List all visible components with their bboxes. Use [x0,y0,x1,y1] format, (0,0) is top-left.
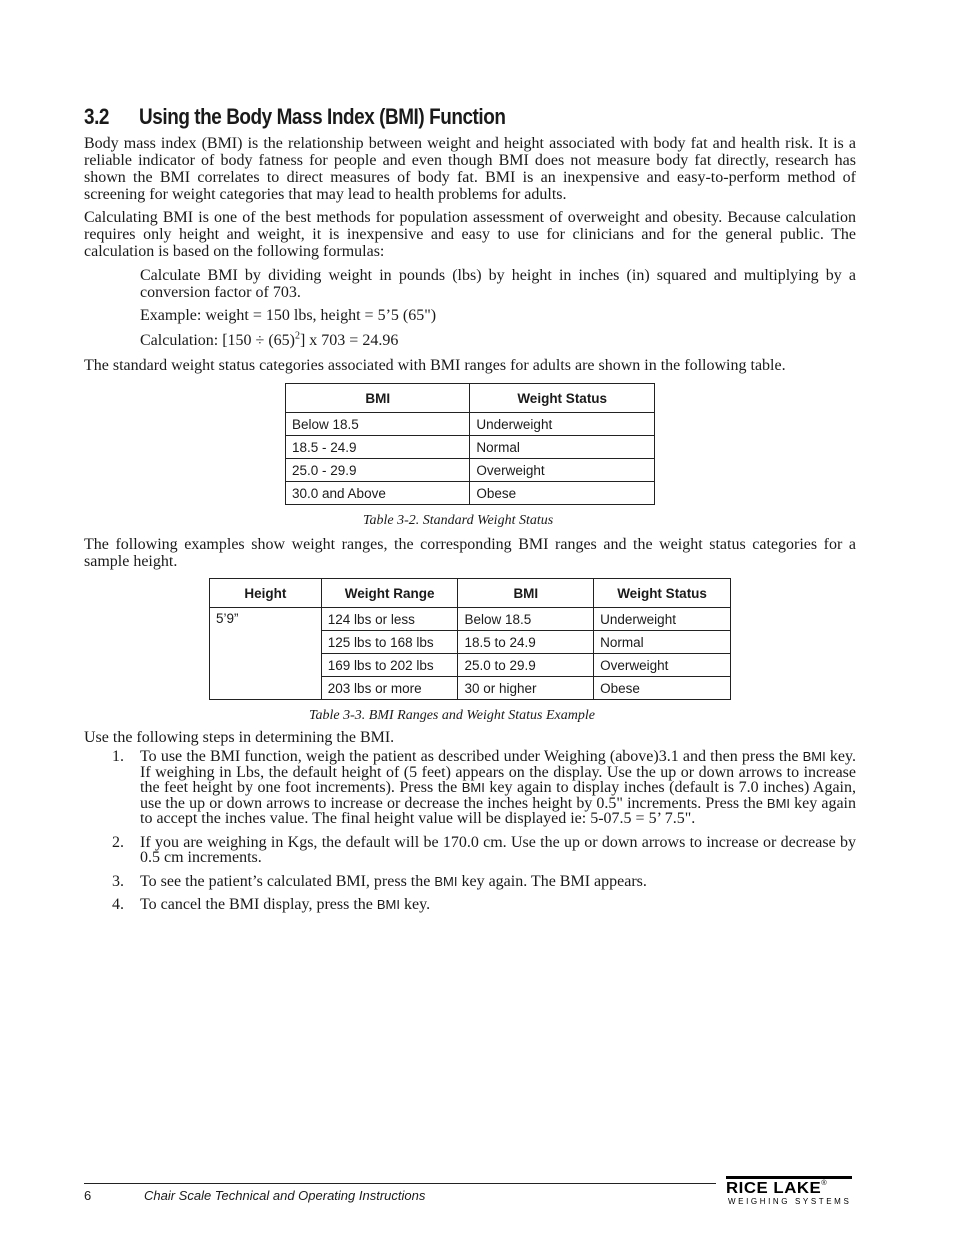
table-cell: Below 18.5 [286,413,470,436]
table-cell: Normal [470,436,655,459]
height-cell: 5’9” [210,608,322,700]
logo-name: RICE LAKE [726,1180,822,1197]
table-cell: 30.0 and Above [286,482,470,505]
table-cell: Underweight [470,413,655,436]
list-item [84,897,856,913]
step-text: key again. The BMI appears. [457,872,647,890]
step-text: key. If weighing in Lbs, the default height of (5 feet) appears on the display. Use the up or down arrows to increase the feet height by one foot increments). Press the [140,748,856,796]
step-text: key again to accept the inches value. The final height value will be displayed ie: 5-07.5 = 5’ 7.5". [140,794,856,827]
section-number: 3.2 [84,104,110,129]
step-text: To see the patient’s calculated BMI, press the [140,872,435,890]
step-text: To cancel the BMI display, press the [140,896,377,913]
table-caption: Table 3-2. Standard Weight Status [363,513,554,528]
step-text: key. [400,896,431,913]
calculation-exponent: 2 [294,330,300,342]
document-title: Chair Scale Technical and Operating Instructions [144,1188,426,1203]
logo-wordmark [726,1180,827,1198]
table-cell: 124 lbs or less [321,608,458,631]
table-cell: 25.0 to 29.9 [458,654,594,677]
table-cell: 203 lbs or more [321,677,458,700]
logo-tagline: WEIGHING SYSTEMS [728,1197,852,1206]
footer-divider [84,1183,716,1184]
standard-weight-status-table [285,383,655,505]
table-cell: 18.5 to 24.9 [458,631,594,654]
bmi-key-label: BMI [434,873,458,889]
table-row [286,413,655,436]
bmi-key-label: BMI [802,749,826,764]
list-item [84,835,856,866]
step-number: 1. [112,748,124,765]
page-number: 6 [84,1188,92,1203]
table-row [210,608,731,631]
table-cell: 18.5 - 24.9 [286,436,470,459]
table-cell: Overweight [470,459,655,482]
list-item [84,874,856,890]
table-header-row [210,579,731,608]
calculation-post: ] x 703 = 24.96 [299,332,399,349]
table-cell: Obese [594,677,731,700]
table-cell: 25.0 - 29.9 [286,459,470,482]
table-cell: Overweight [594,654,731,677]
table-caption: Table 3-3. BMI Ranges and Weight Status Example [309,708,595,723]
table-row [286,459,655,482]
table-header-cell: BMI [458,579,594,608]
table-header-cell: Height [210,579,322,608]
table-header-cell: Weight Status [594,579,731,608]
calculation-paragraph [140,332,856,349]
table-cell: 125 lbs to 168 lbs [321,631,458,654]
table-header-cell: BMI [286,384,470,413]
table-cell: 30 or higher [458,677,594,700]
table-cell: Normal [594,631,731,654]
table-header-cell: Weight Status [470,384,655,413]
table-cell: Below 18.5 [458,608,594,631]
step-text: If you are weighing in Kgs, the default will be 170.0 cm. Use the up or down arrows to increase or decrease by 0.5 cm increments. [140,833,856,866]
table-row [286,482,655,505]
bmi-key-label: BMI [461,780,485,795]
bmi-key-label: BMI [376,897,401,912]
step-text: To use the BMI function, weigh the patient as described under Weighing (above)3.1 and then press the [140,748,803,765]
section-heading [84,104,506,130]
table-cell: Obese [470,482,655,505]
table-cell: 169 lbs to 202 lbs [321,654,458,677]
bmi-ranges-table [209,578,731,700]
example-paragraph: Example: weight = 150 lbs, height = 5’5 (65") [140,307,437,324]
list-item [84,749,856,827]
step-number: 2. [112,833,124,851]
standard-intro-paragraph: The standard weight status categories associated with BMI ranges for adults are shown in the following table. [84,357,786,374]
calculating-paragraph: Calculating BMI is one of the best methods for population assessment of overweight and obesity. Because calculation requires only height and weight, it is inexpensive and easy to use for clinicians and for the general public. The calculation is based on the following formulas: [84,209,856,260]
bmi-key-label: BMI [766,795,791,811]
step-text: key again to display inches (default is 7.0 inches) Again, use the up or down arrows to increase or decrease the inches height by 0.5" increments. Press the [140,779,856,812]
steps-list [84,749,856,921]
step-number: 4. [112,896,124,913]
examples-intro-paragraph: The following examples show weight ranges, the corresponding BMI ranges and the weight status categories for a sample height. [84,536,856,570]
table-cell: Underweight [594,608,731,631]
registered-mark: ® [821,1180,828,1187]
table-header-row [286,384,655,413]
logo-bar [726,1176,852,1179]
formula-paragraph: Calculate BMI by dividing weight in pounds (lbs) by height in inches (in) squared and multiplying by a conversion factor of 703. [140,267,856,301]
rice-lake-logo [726,1176,852,1210]
step-number: 3. [112,872,124,890]
table-row [286,436,655,459]
calculation-pre: Calculation: [150 ÷ (65) [140,332,295,349]
intro-paragraph: Body mass index (BMI) is the relationship between weight and height associated with body fat and health risk. It is a reliable indicator of body fatness for people and even though BMI does not measure body fat directly, research has shown the BMI correlates to direct measures of body fat. BMI is an inexpensive and easy-to-perform method of screening for weight categories that may lead to health problems for adults. [84,135,856,203]
section-title: Using the Body Mass Index (BMI) Function [139,104,506,129]
table-header-cell: Weight Range [321,579,458,608]
steps-intro-paragraph: Use the following steps in determining the BMI. [84,729,395,746]
